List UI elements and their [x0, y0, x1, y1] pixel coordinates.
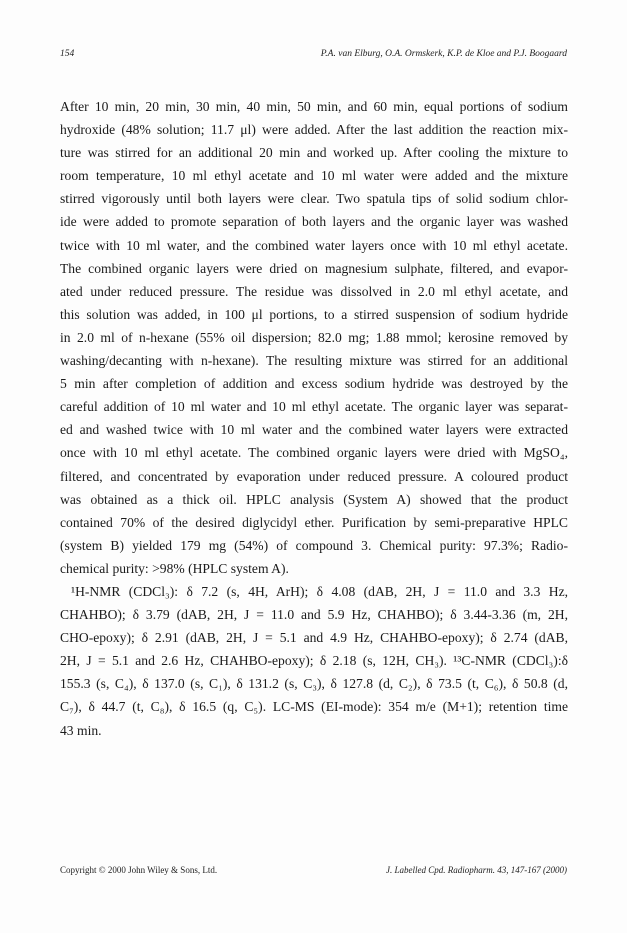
text-line: was obtained as a thick oil. HPLC analysis (System A) showed that the product [60, 491, 568, 507]
nmr-line: 2H, J = 5.1 and 2.6 Hz, CHAHBO-epoxy); δ 2.18 (s, 12H, CH₃). ¹³C-NMR (CDCl₃):δ [60, 653, 568, 669]
nmr-line: ¹H-NMR (CDCl₃): δ 7.2 (s, 4H, ArH); δ 4.08 (dAB, 2H, J = 11.0 and 3.3 Hz, [71, 583, 568, 599]
text-line: ture was stirred for an additional 20 min and worked up. After cooling the mixture to [60, 145, 568, 161]
running-header-authors: P.A. van Elburg, O.A. Ormskerk, K.P. de Kloe and P.J. Boogaard [320, 49, 567, 59]
nmr-line: CHO-epoxy); δ 2.91 (dAB, 2H, J = 5.1 and 4.9 Hz, CHAHBO-epoxy); δ 2.74 (dAB, [60, 630, 568, 646]
page-number: 154 [60, 49, 75, 59]
nmr-line: C₇), δ 44.7 (t, C₈), δ 16.5 (q, C₅). LC-MS (EI-mode): 354 m/e (M+1); retention time [60, 699, 568, 715]
text-line: After 10 min, 20 min, 30 min, 40 min, 50 min, and 60 min, equal portions of sodium [60, 99, 568, 114]
text-line: in 2.0 ml of n-hexane (55% oil dispersion; 82.0 mg; 1.88 mmol; kerosine removed by [60, 329, 568, 345]
text-line: once with 10 ml ethyl acetate. The combined organic layers were dried with MgSO₄, [60, 445, 568, 461]
text-line: (system B) yielded 179 mg (54%) of compound 3. Chemical purity: 97.3%; Radio- [60, 537, 568, 553]
text-line: chemical purity: >98% (HPLC system A). [60, 560, 289, 576]
nmr-line: CHAHBO); δ 3.79 (dAB, 2H, J = 11.0 and 5.9 Hz, CHAHBO); δ 3.44-3.36 (m, 2H, [60, 607, 568, 623]
body-text [60, 95, 568, 742]
text-line: stirred vigorously until both layers were clear. Two spatula tips of solid sodium chlor- [60, 191, 568, 207]
text-line: room temperature, 10 ml ethyl acetate and 10 ml water were added and the mixture [60, 168, 568, 184]
text-line: filtered, and concentrated by evaporation under reduced pressure. A coloured product [60, 468, 568, 484]
text-line: 5 min after completion of addition and excess sodium hydride was destroyed by the [60, 376, 568, 392]
text-line: ed and washed twice with 10 ml water and the combined water layers were extracted [60, 422, 568, 438]
text-line: hydroxide (48% solution; 11.7 μl) were added. After the last addition the reaction mix- [60, 122, 568, 138]
text-line: careful addition of 10 ml water and 10 ml ethyl acetate. The organic layer was separat- [60, 399, 568, 415]
nmr-line: 43 min. [60, 722, 102, 738]
text-line: twice with 10 ml water, and the combined water layers once with 10 ml ethyl acetate. [60, 237, 568, 253]
text-line: ide were added to promote separation of both layers and the organic layer was washed [60, 214, 568, 230]
text-line: contained 70% of the desired diglycidyl ether. Purification by semi-preparative HPLC [60, 514, 568, 530]
text-line: ated under reduced pressure. The residue was dissolved in 2.0 ml ethyl acetate, and [60, 283, 568, 299]
text-line: washing/decanting with n-hexane). The resulting mixture was stirred for an additional [60, 353, 568, 369]
copyright-notice: Copyright © 2000 John Wiley & Sons, Ltd. [60, 865, 218, 875]
text-line: The combined organic layers were dried on magnesium sulphate, filtered, and evapor- [60, 260, 568, 276]
text-line: this solution was added, in 100 μl portions, to a stirred suspension of sodium hydride [60, 306, 568, 322]
journal-citation: J. Labelled Cpd. Radiopharm. 43, 147-167 (2000) [386, 865, 567, 875]
nmr-line: 155.3 (s, C₄), δ 137.0 (s, C₁), δ 131.2 (s, C₃), δ 127.8 (d, C₂), δ 73.5 (t, C₆), δ 50.8 (d, [60, 676, 568, 692]
